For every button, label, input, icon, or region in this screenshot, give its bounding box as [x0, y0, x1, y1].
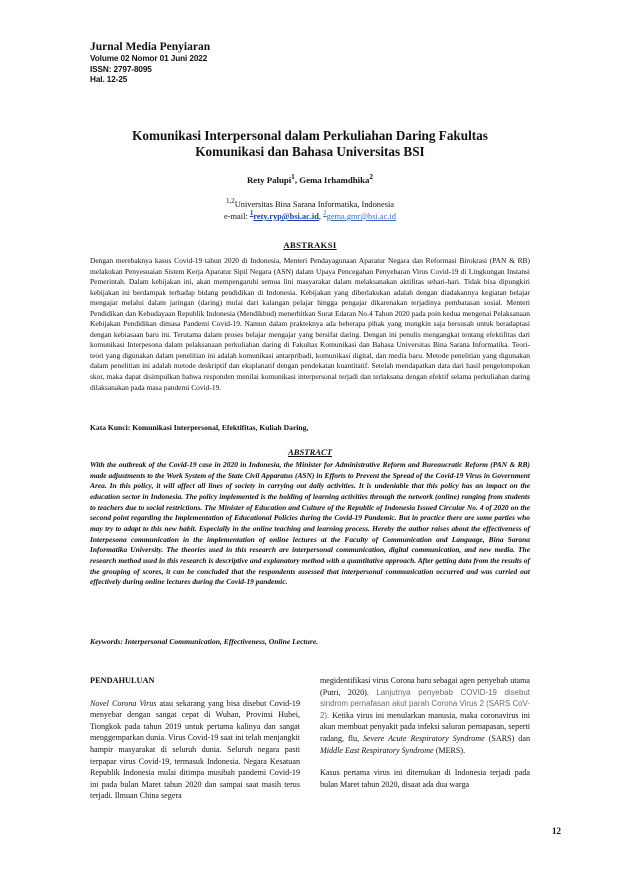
column-left	[90, 675, 300, 802]
journal-volume: Volume 02 Nomor 01 Juni 2022	[90, 54, 208, 63]
abstrak-heading: ABSTRAKSI	[283, 240, 337, 250]
title-line-1: Komunikasi Interpersonal dalam Perkuliahan Daring Fakultas	[132, 128, 488, 143]
author-1-sup: 1	[291, 172, 295, 181]
journal-issn: ISSN: 2797-8095	[90, 64, 152, 74]
intro-italic-mers: Middle East Respiratory Syndrome	[320, 745, 434, 755]
journal-pages: Hal. 12-25	[90, 75, 128, 84]
email-link-1[interactable]: rety.ryp@bsi.ac.id	[253, 211, 319, 221]
intro-paragraph-3: Kasus pertama virus ini ditemukan di Indonesia terjadi pada bulan Maret tahun 2020, disaat ada dua warga	[320, 768, 530, 789]
title-line-2: Komunikasi dan Bahasa Universitas BSI	[195, 144, 425, 159]
abstract-heading: ABSTRACT	[288, 447, 332, 457]
column-right	[320, 675, 530, 790]
author-2-sup: 2	[369, 172, 374, 181]
intro-text-right-3: (SARS) dan	[484, 733, 530, 743]
intro-paragraph-2	[320, 675, 530, 756]
paragraph-gap	[320, 756, 530, 767]
intro-text-right-1: megidentifikasi virus Corona baru sebagai agen penyebab utama (Putri, 2020).	[320, 676, 530, 697]
email-line	[90, 207, 530, 223]
affiliation-text: Universitas Bina Sarana Informatika, Indonesia	[234, 199, 395, 209]
intro-text-left: atau sekarang yang bisa disebut Covid-19 menyebar dengan sangat cepat di Wuhan, Provinsi Hubei, Tiongkok pada tahun 2019 untuk pertama kalinya dan sangat menggemparkan dunia. Virus Covid-19 saat ini telah menjangkit hampir masyarakat di seluruh dunia. Seluruh negara pasti terpapar virus Covid-19, termasuk Indonesia. Negara Kesatuan Republik Indonesia mulai ditimpa musibah pandemi Covid-19 ini pada bulan Maret tahun 2020 dan sampai saat masih terus terjadi. Ilmuan China segera	[90, 698, 300, 801]
abstract-body: With the outbreak of the Covid-19 case in 2020 in Indonesia, the Minister for Administrative Reform and Bureaucratic Reform (PAN & RB) made adjustments to the Work System of the State Civil Apparatus (ASN) in Efforts to Prevent the Spread of the Covid-19 Virus in Government Area. In this policy, it will affect all lines of society in carrying out daily activities. It is undeniable that this policy has an impact on the education sector in Indonesia. The policy implemented is the holding of learning activities through the network (online) ranging from students to teachers due to social restrictions. The Minister of Education and Culture of the Republic of Indonesia Issued Circular No. 4 of 2020 on the second point regarding the Implementation of Educational Policies during the Covid-19 Pandemic. But in practice there are some parties who may try to adapt to this new habit. Especially in the online teaching and learning process. Hereby the author raises about the effectiveness of Interpesona communication in the implementation of online lectures at the Faculty of Communication and Language, Bina Sarana Informatika University. The theories used in this research are interpersonal communication, digital communication, and new media. The research method used in this research is descriptive and explanatory method with a quantitative approach. After getting data from the results of the grouping of scores, it can be concluded that the respondents assessed that interpersonal communication occurred and was carried out effectively during online lectures during the Covid-19 pandemic.	[90, 460, 530, 587]
intro-italic-sars: Severe Acute Respiratory Syndrome	[363, 733, 485, 743]
abstrak-body: Dengan merebaknya kasus Covid-19 tahun 2020 di Indonesia, Menteri Pendayagunaan Aparatur Negara dan Reformasi Birokrasi (PAN & RB) melakukan Penyesuaian Sistem Kerja Aparatur Sipil Negara (ASN) dalam Upaya Pencegahan Penyebaran Virus Covid-19 di Lingkungan Instansi Pemerintah. Dalam kebijakan ini, akan mempengaruhi semua lini masyarakat dalam melaksanakan aktifitas sehari-hari. Tidak bisa dipungkiri kebijakan ini berdampak terhadap bidang pendidikan di Indonesia. Kebijakan yang diberlakukan adalah dengan diadakannya kegiatan belajar mengajar melalui dalam jaringan (daring) mulai dari kalangan pelajar hingga pengajar dikarenakan terjadinya pembatasan sosial. Menteri Pendidikan dan Kebudayaan Republik Indonesia (Mendikbud) menerbitkan Surat Edaran No.4 Tahun 2020 pada poin kedua mengenai Pelaksanaan Kebijakan Pendidikan dimasa Pandemi Covid-19. Namun dalam prakteknya ada beberapa pihak yang mungkin saja bersusah untuk beradaptasi dengan kebiasaan baru ini. Terutama dalam proses belajar mengajar yang bersifat daring. Dengan ini penulis mengangkat tentang efektifitas dari komunikasi Interpesona dalam pelaksanaan perkuliahan daring di Fakultas Komunikasi dan Bahasa Universitas Bina Sarana Informatika. Teori- teori yang digunakan dalam penelitian ini adalah komunikasi antarpribadi, komunikasi digital, dan media baru. Metode penelitian yang digunakan dalam penelitian ini adalah metode deskriptif dan eksplanatif dengan pendekatan kuantitatif. Setelah mendapatkan data dari hasil pengelompokan skor, maka dapat disimpulkan bahwa responden menilai komunikasi interpersonal terjadi dan terlaksana dengan efektif selama perkuliahan daring dilaksanakan pada masa pandemi Covid-19.	[90, 256, 530, 392]
author-2: Gema Irhamdhika	[299, 174, 370, 185]
email-link-2[interactable]: gema.gmr@bsi.ac.id	[326, 211, 396, 221]
intro-text-gray: Lanjutnya penyebab COVID-19 disebut sindrom pernafasan akut parah Corona Virus 2 (SARS CoV-2).	[320, 687, 530, 720]
affiliation-sup: 1,2	[225, 197, 235, 205]
journal-header	[90, 40, 390, 86]
journal-name: Jurnal Media Penyiaran	[90, 41, 211, 53]
abstrak-keywords: Kata Kunci: Komunikasi Interpersonal, Efektifitas, Kuliah Daring,	[90, 423, 309, 432]
email-separator: ,	[318, 211, 324, 221]
email-1-sup: 1	[249, 209, 254, 217]
article-title	[90, 128, 530, 160]
author-separator: ,	[294, 174, 300, 185]
intro-text-right-2: Ketika virus ini menularkan manusia, maka coronavirus ini akan membuat penyakit pada infeksi saluran pernapasan, seperti radang, flu,	[320, 710, 530, 743]
author-list	[90, 172, 530, 185]
page-number: 12	[552, 826, 561, 836]
abstract-keywords: Keywords: Interpersonal Communication, Effectiveness, Online Lecture.	[90, 637, 319, 646]
email-2-sup: 2	[323, 209, 327, 217]
intro-paragraph-1	[90, 698, 300, 802]
email-label: e-mail:	[224, 211, 250, 221]
intro-text-right-4: (MERS).	[433, 745, 466, 755]
author-1: Rety Palupi	[246, 174, 292, 185]
intro-italic-term: Novel Corona Virus	[90, 698, 157, 708]
section-heading: PENDAHULUAN	[90, 676, 155, 685]
